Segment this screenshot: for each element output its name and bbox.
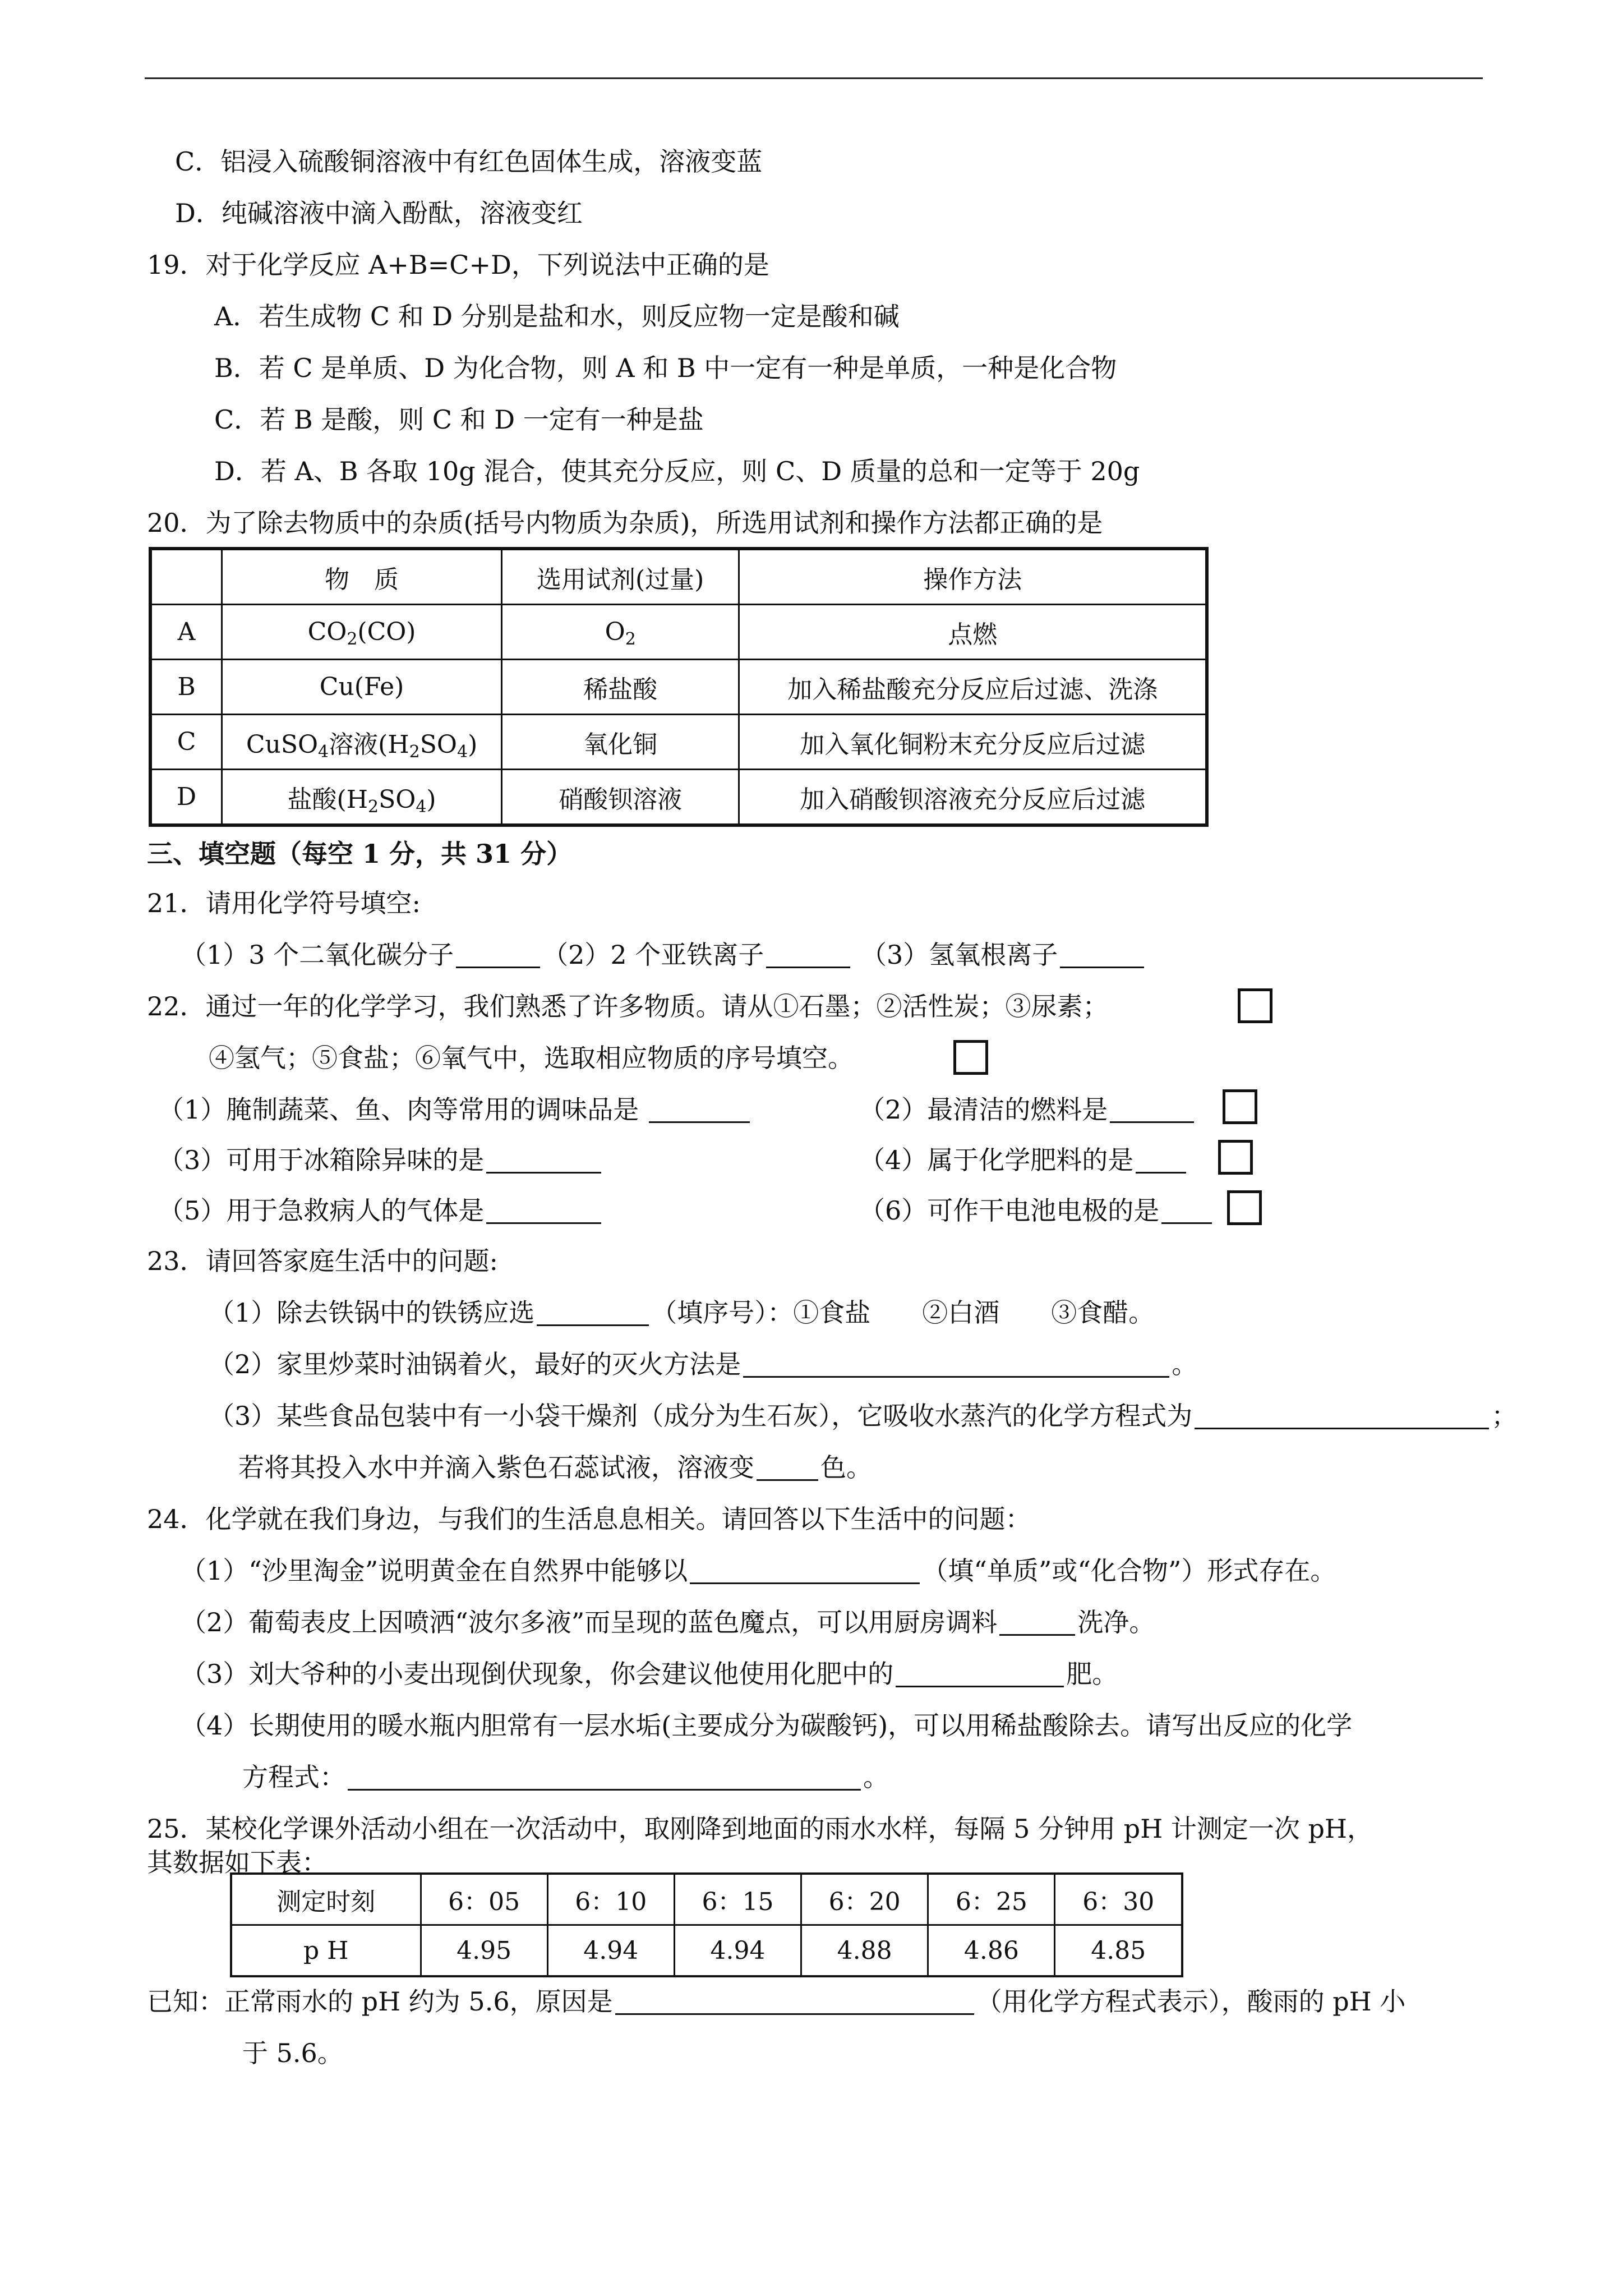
method-cell: 加入硝酸钡溶液充分反应后过滤 [739, 770, 1207, 826]
q19-stem: 19．对于化学反应 A+B=C+D，下列说法中正确的是 [147, 250, 769, 280]
answer-blank[interactable] [766, 944, 850, 968]
q24-part-3-text: （3）刘大爷种的小麦出现倒伏现象，你会建议他使用化肥中的 [181, 1659, 894, 1689]
q23-part-2-text: （2）家里炒菜时油锅着火，最好的灭火方法是 [209, 1349, 741, 1379]
formula-part: CuSO [246, 730, 319, 759]
row-label: B [150, 660, 222, 715]
reagent-cell: 稀盐酸 [501, 660, 739, 715]
reagent-cell [501, 605, 739, 660]
table-row [150, 660, 1207, 715]
header-cell: 选用试剂(过量) [501, 549, 739, 605]
q23-stem: 23．请回答家庭生活中的问题: [147, 1246, 499, 1276]
substance-cell [222, 770, 502, 826]
reagent-cell: 硝酸钡溶液 [501, 770, 739, 826]
row-label: p H [231, 1925, 421, 1977]
q21-part-3: （3）氢氧根离子 [860, 940, 1058, 970]
answer-blank[interactable] [690, 1560, 920, 1584]
answer-blank[interactable] [1195, 1405, 1489, 1429]
answer-box[interactable] [953, 1040, 988, 1075]
answer-blank[interactable] [896, 1663, 1064, 1687]
ph-cell: 4.94 [547, 1925, 674, 1977]
q24-part-1-text: （1）“沙里淘金”说明黄金在自然界中能够以 [181, 1556, 688, 1586]
answer-blank[interactable] [999, 1612, 1075, 1636]
q24-part-4c-text: 。 [863, 1762, 889, 1792]
q19-option-a: A．若生成物 C 和 D 分别是盐和水，则反应物一定是酸和碱 [214, 301, 900, 332]
time-cell: 6：30 [1055, 1874, 1182, 1925]
answer-blank[interactable] [649, 1099, 750, 1123]
q24-part-4b-text: 方程式： [242, 1762, 345, 1792]
q23-part-3-text: （3）某些食品包装中有一小袋干燥剂（成分为生石灰），它吸收水蒸汽的化学方程式为 [209, 1401, 1193, 1431]
answer-box[interactable] [1223, 1089, 1257, 1124]
formula-sub: 2 [347, 629, 358, 649]
method-cell: 加入氧化铜粉末充分反应后过滤 [739, 715, 1207, 770]
formula-part: 盐酸(H [287, 785, 368, 814]
header-cell: 操作方法 [739, 549, 1207, 605]
q18-option-c: C．铝浸入硫酸铜溶液中有红色固体生成，溶液变蓝 [175, 146, 763, 177]
table-header-row [150, 549, 1207, 605]
header-cell: 物 质 [222, 549, 502, 605]
q25-note-2: 于 5.6。 [242, 2038, 343, 2068]
q22-part-1-text: （1）腌制蔬菜、鱼、肉等常用的调味品是 [158, 1094, 639, 1125]
q25-stem-2: 其数据如下表： [147, 1847, 328, 1878]
q23-part-3-end: ； [1491, 1401, 1518, 1431]
q20-stem: 20．为了除去物质中的杂质(括号内物质为杂质)，所选用试剂和操作方法都正确的是 [147, 508, 1103, 538]
q21-part-1: （1）3 个二氧化碳分子 [181, 940, 454, 970]
time-cell: 6：15 [674, 1874, 801, 1925]
q22-part-3 [158, 1143, 603, 1177]
method-cell: 点燃 [739, 605, 1207, 660]
answer-blank[interactable] [743, 1354, 1169, 1378]
q22-part-5-text: （5）用于急救病人的气体是 [158, 1195, 485, 1226]
table-row [150, 770, 1207, 826]
q22-stem-1: 22．通过一年的化学学习，我们熟悉了许多物质。请从①石墨；②活性炭；③尿素； [147, 991, 1109, 1022]
formula-sub: 4 [457, 742, 468, 762]
answer-blank[interactable] [348, 1766, 861, 1791]
q25-note-1-end: （用化学方程式表示），酸雨的 pH 小 [976, 1986, 1406, 2017]
q22-part-4 [859, 1143, 1188, 1177]
answer-blank[interactable] [1110, 1099, 1194, 1123]
formula-sub: 2 [625, 629, 636, 649]
formula-sub: 4 [318, 742, 329, 762]
section-title: 三、填空题（每空 1 分，共 31 分） [147, 839, 573, 869]
q23-part-3-cont [238, 1451, 872, 1484]
q22-part-4-text: （4）属于化学肥料的是 [859, 1145, 1134, 1175]
q24-part-1 [181, 1554, 1336, 1588]
q24-part-1-end: （填“单质”或“化合物”）形式存在。 [922, 1556, 1336, 1586]
q25-note-1 [147, 1985, 1405, 2018]
header-cell [150, 549, 222, 605]
table-row [150, 605, 1207, 660]
time-cell: 6：25 [928, 1874, 1055, 1925]
formula-sub: 4 [416, 797, 427, 817]
q25-ph-table [230, 1872, 1183, 1977]
answer-blank[interactable] [615, 1991, 974, 2015]
q22-part-6 [859, 1194, 1214, 1227]
formula-sub: 2 [409, 742, 420, 762]
q22-stem-2: ④氢气；⑤食盐；⑥氧气中，选取相应物质的序号填空。 [209, 1043, 854, 1073]
header-rule [145, 77, 1483, 79]
ph-cell: 4.86 [928, 1925, 1055, 1977]
q22-part-2-text: （2）最清洁的燃料是 [859, 1094, 1108, 1125]
q24-part-4-cont [242, 1760, 889, 1794]
table-row [231, 1874, 1182, 1925]
q24-part-3-end: 肥。 [1066, 1659, 1118, 1689]
q22-part-6-text: （6）可作干电池电极的是 [859, 1195, 1160, 1226]
answer-blank[interactable] [486, 1149, 601, 1174]
q23-part-1-text: （1）除去铁锅中的铁锈应选 [209, 1297, 535, 1328]
row-label: C [150, 715, 222, 770]
formula-part: O [605, 618, 625, 646]
table-row [231, 1925, 1182, 1977]
q22-part-5 [158, 1194, 603, 1227]
q23-part-3d-text: 色。 [820, 1452, 872, 1483]
q19-option-b: B．若 C 是单质、D 为化合物，则 A 和 B 中一定有一种是单质，一种是化合物 [214, 353, 1117, 383]
formula-sub: 2 [368, 797, 379, 817]
answer-blank[interactable] [1136, 1149, 1186, 1174]
q23-part-3c-text: 若将其投入水中并滴入紫色石蕊试液，溶液变 [238, 1452, 754, 1483]
answer-box[interactable] [1227, 1190, 1262, 1225]
method-cell: 加入稀盐酸充分反应后过滤、洗涤 [739, 660, 1207, 715]
answer-blank[interactable] [537, 1302, 649, 1326]
q22-part-2 [859, 1093, 1196, 1126]
q24-part-2-text: （2）葡萄表皮上因喷洒“波尔多液”而呈现的蓝色魔点，可以用厨房调料 [181, 1607, 998, 1637]
answer-blank[interactable] [1161, 1200, 1212, 1224]
reagent-cell: 氧化铜 [501, 715, 739, 770]
q23-part-1 [209, 1296, 1154, 1329]
q19-option-c: C．若 B 是酸，则 C 和 D 一定有一种是盐 [214, 404, 704, 435]
q19-option-d: D．若 A、B 各取 10g 混合，使其充分反应，则 C、D 质量的总和一定等于 20g [214, 456, 1140, 486]
q23-part-2 [209, 1347, 1197, 1381]
formula-part: CO [307, 618, 347, 646]
q23-part-1-options: （填序号）：①食盐 ②白酒 ③食醋。 [651, 1297, 1155, 1328]
time-cell: 6：10 [547, 1874, 674, 1925]
answer-box[interactable] [1238, 988, 1272, 1023]
q25-stem-1: 25．某校化学课外活动小组在一次活动中，取刚降到地面的雨水水样，每隔 5 分钟用 pH 计测定一次 pH， [147, 1814, 1373, 1844]
answer-blank[interactable] [1060, 944, 1144, 968]
formula-part: ) [426, 785, 436, 814]
ph-cell: 4.95 [421, 1925, 547, 1977]
row-label: D [150, 770, 222, 826]
q18-option-d: D．纯碱溶液中滴入酚酞，溶液变红 [175, 198, 583, 228]
formula-part: (CO) [357, 618, 416, 646]
answer-box[interactable] [1218, 1140, 1253, 1175]
time-cell: 6：20 [801, 1874, 928, 1925]
q21-part-2: （2）2 个亚铁离子 [542, 940, 764, 970]
q24-part-3 [181, 1657, 1118, 1691]
row-label: A [150, 605, 222, 660]
substance-cell: Cu(Fe) [222, 660, 502, 715]
formula-part: 溶液(H [329, 730, 409, 759]
answer-blank[interactable] [486, 1200, 601, 1224]
table-row [150, 715, 1207, 770]
ph-cell: 4.94 [674, 1925, 801, 1977]
q21-stem: 21．请用化学符号填空: [147, 888, 421, 918]
time-cell: 6：05 [421, 1874, 547, 1925]
q24-stem: 24．化学就在我们身边，与我们的生活息息相关。请回答以下生活中的问题： [147, 1504, 1031, 1534]
answer-blank[interactable] [456, 944, 540, 968]
q25-note-1-text: 已知：正常雨水的 pH 约为 5.6，原因是 [147, 1986, 613, 2017]
q20-table [149, 547, 1209, 827]
answer-blank[interactable] [757, 1457, 818, 1481]
q22-part-3-text: （3）可用于冰箱除异味的是 [158, 1145, 485, 1175]
q23-part-2-end: 。 [1172, 1349, 1198, 1379]
q24-part-4: （4）长期使用的暖水瓶内胆常有一层水垢(主要成分为碳酸钙)，可以用稀盐酸除去。请写出反应的化学 [181, 1710, 1353, 1741]
q24-part-2 [181, 1605, 1155, 1639]
row-label: 测定时刻 [231, 1874, 421, 1925]
substance-cell [222, 605, 502, 660]
formula-part: SO [379, 785, 416, 814]
formula-part: SO [419, 730, 457, 759]
ph-cell: 4.85 [1055, 1925, 1182, 1977]
q21-parts [181, 938, 1146, 972]
q22-part-1 [158, 1093, 752, 1126]
substance-cell [222, 715, 502, 770]
ph-cell: 4.88 [801, 1925, 928, 1977]
formula-part: ) [468, 730, 478, 759]
q23-part-3 [209, 1399, 1517, 1433]
q24-part-2-end: 洗净。 [1077, 1607, 1155, 1637]
